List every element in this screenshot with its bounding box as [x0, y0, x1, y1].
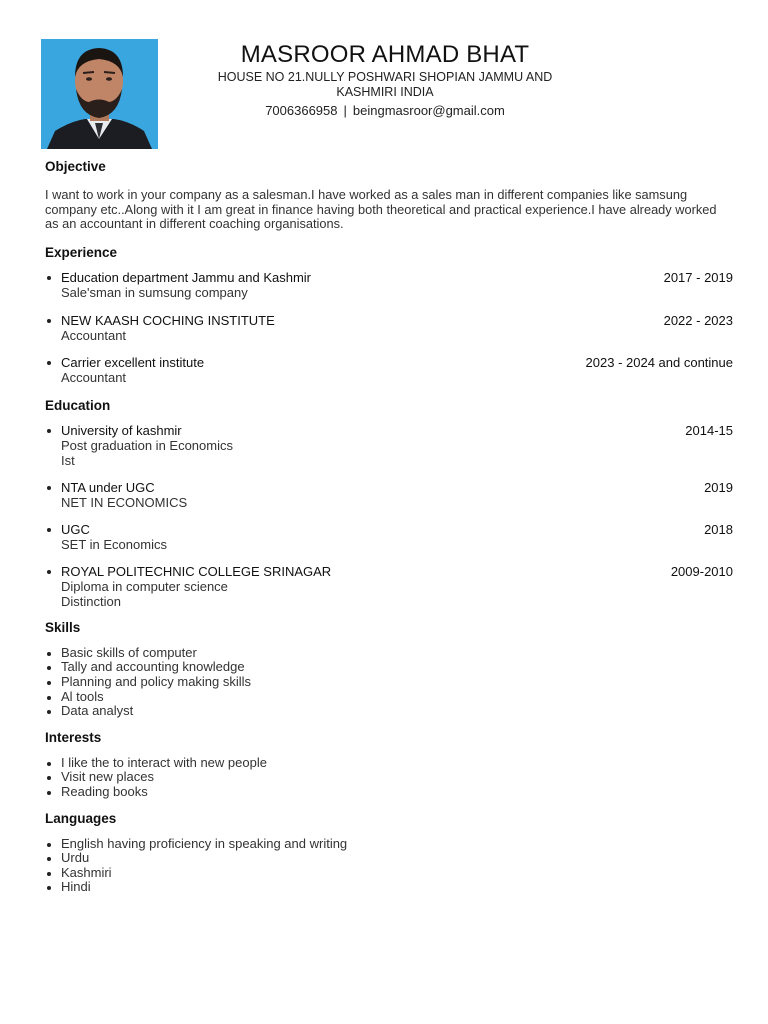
- entry-detail: NET IN ECONOMICS: [61, 494, 188, 510]
- entry-organization: University of kashmir: [61, 422, 182, 438]
- languages-section: [45, 810, 733, 895]
- section-title-objective: Objective: [45, 159, 106, 174]
- list-item: Urdu: [45, 851, 733, 866]
- entry-organization: UGC: [61, 521, 90, 537]
- address-line-2: KASHMIRI INDIA: [336, 85, 434, 99]
- section-title-education: Education: [45, 397, 111, 413]
- list-item: Tally and accounting knowledge: [45, 660, 733, 675]
- list-item: Visit new places: [45, 770, 733, 785]
- entry-detail: Accountant: [61, 369, 127, 385]
- experience-entry: [45, 313, 733, 343]
- entry-date: 2009-2010: [670, 563, 733, 579]
- entry-date: 2018: [704, 521, 733, 537]
- address-line-1: HOUSE NO 21.NULLY POSHWARI SHOPIAN JAMMU AND: [217, 70, 553, 84]
- contact-line: [165, 102, 605, 120]
- resume-header: [165, 40, 605, 120]
- entry-detail: Diploma in computer science: [61, 578, 228, 594]
- phone-number: 7006366958: [265, 103, 338, 118]
- section-title-experience: Experience: [45, 244, 118, 260]
- list-item: Hindi: [45, 880, 733, 895]
- entry-date: 2014-15: [685, 422, 733, 438]
- objective-text: I want to work in your company as a salesman.I have worked as a sales man in different companies like samsung company etc..Along with it I am great in finance having both theoretical and practical experience.I have already worked as an accountant in different coaching organisations.: [45, 187, 717, 232]
- entry-organization: ROYAL POLITECHNIC COLLEGE SRINAGAR: [61, 563, 332, 579]
- skills-list: [45, 646, 733, 719]
- list-item: Data analyst: [45, 704, 733, 719]
- entry-detail: Post graduation in Economics: [61, 437, 233, 453]
- languages-list: [45, 837, 733, 895]
- entry-date: 2023 - 2024 and continue: [585, 354, 733, 370]
- education-entry: [45, 480, 733, 510]
- list-item: Planning and policy making skills: [45, 675, 733, 690]
- entry-detail: Distinction: [61, 593, 121, 609]
- education-entry: [45, 423, 733, 468]
- resume-body: [45, 158, 733, 895]
- education-list: [45, 423, 733, 609]
- list-item: I like the to interact with new people: [45, 756, 733, 771]
- entry-detail: Sale'sman in sumsung company: [61, 284, 248, 300]
- education-entry: [45, 522, 733, 552]
- entry-organization: Carrier excellent institute: [61, 354, 205, 370]
- list-item: Kashmiri: [45, 866, 733, 881]
- section-title-interests: Interests: [45, 729, 102, 745]
- education-section: [45, 397, 733, 609]
- list-item: Reading books: [45, 785, 733, 800]
- experience-entry: [45, 270, 733, 300]
- experience-section: [45, 244, 733, 385]
- candidate-name: MASROOR AHMAD BHAT: [240, 41, 530, 68]
- education-entry: [45, 564, 733, 609]
- list-item: Basic skills of computer: [45, 646, 733, 661]
- entry-organization: Education department Jammu and Kashmir: [61, 269, 312, 285]
- person-portrait-icon: [41, 39, 158, 149]
- entry-organization: NEW KAASH COCHING INSTITUTE: [61, 312, 275, 328]
- email-address: beingmasroor@gmail.com: [352, 103, 505, 118]
- interests-section: [45, 729, 733, 800]
- entry-detail: Ist: [61, 452, 75, 468]
- entry-date: 2022 - 2023: [663, 312, 733, 328]
- entry-organization: NTA under UGC: [61, 479, 155, 495]
- entry-detail: Accountant: [61, 327, 127, 343]
- experience-list: [45, 270, 733, 385]
- objective-section: [45, 158, 733, 232]
- skills-section: [45, 619, 733, 719]
- list-item: English having proficiency in speaking and writing: [45, 837, 733, 852]
- entry-date: 2017 - 2019: [663, 269, 733, 285]
- entry-detail: SET in Economics: [61, 536, 167, 552]
- interests-list: [45, 756, 733, 800]
- profile-photo: [41, 39, 158, 149]
- section-title-languages: Languages: [45, 810, 117, 826]
- section-title-skills: Skills: [45, 619, 81, 635]
- contact-separator: |: [343, 103, 347, 118]
- experience-entry: [45, 355, 733, 385]
- entry-date: 2019: [704, 479, 733, 495]
- list-item: Al tools: [45, 690, 733, 705]
